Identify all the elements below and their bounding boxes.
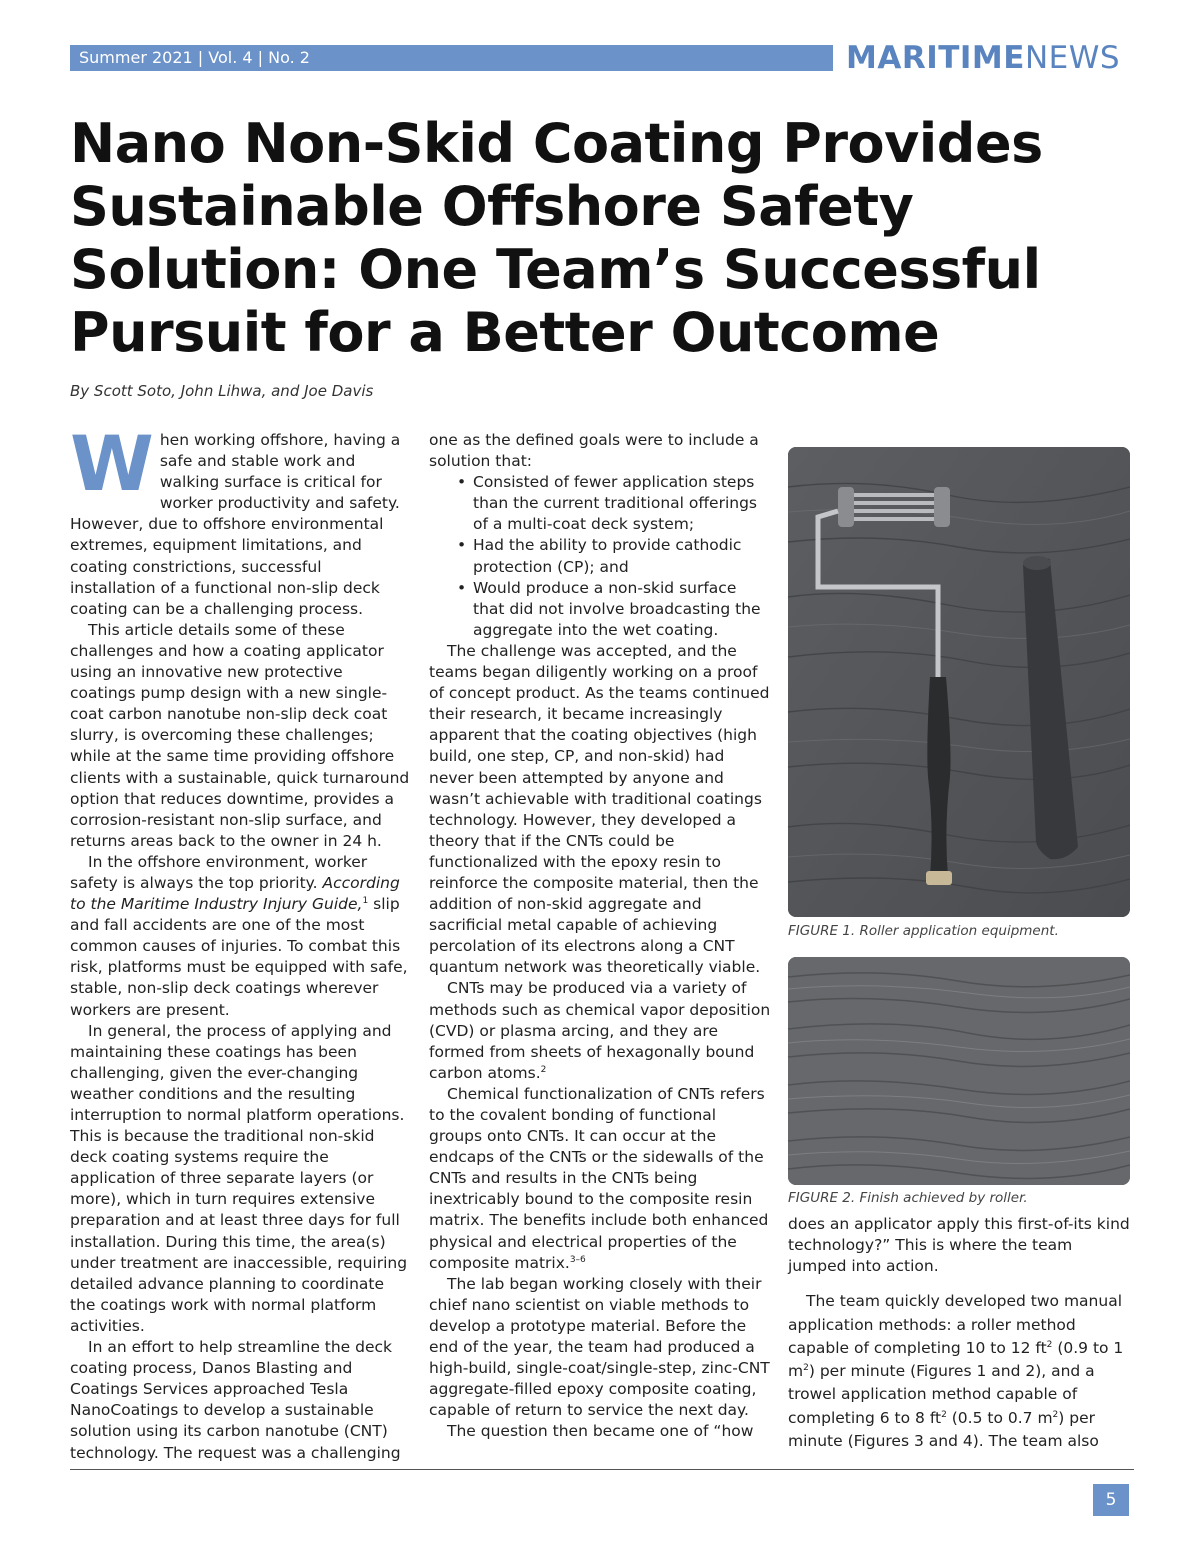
issue-bar <box>70 45 833 71</box>
issue-label: Summer 2021 | Vol. 4 | No. 2 <box>79 48 310 67</box>
footnote-ref: 2 <box>540 1064 547 1075</box>
paragraph <box>70 852 410 1021</box>
list-item: • Had the ability to provide cathodic protection (CP); and <box>453 535 771 577</box>
text: Chemical functionalization of CNTs refers to the covalent bonding of functional groups onto CNTs. It can occur at the endcaps of the CNTs or the sidewalls of the CNTs and results in the CNTs being inextricably bound to the composite resin matrix. The benefits include both enhanced physical and electrical properties of the composite matrix. <box>429 1084 769 1272</box>
figure-2-photo <box>788 957 1130 1185</box>
text: The team quickly developed two manual application methods: a roller method capable of completing 10 to 12 ft <box>788 1292 1122 1357</box>
superscript: 2 <box>941 1409 947 1420</box>
text: slip and fall accidents are one of the most common causes of injuries. To combat this risk, platforms must be equipped with safe, stable, non-slip deck coatings wherever workers are present. <box>70 895 408 1019</box>
masthead-light: NEWS <box>1024 40 1121 76</box>
paragraph: In an effort to help streamline the deck coating process, Danos Blasting and Coatings Services approached Tesla NanoCoatings to develop a sustainable solution using its carbon nanotube (CNT) technology. The request was a challenging <box>70 1338 401 1462</box>
superscript: 2 <box>1046 1339 1053 1350</box>
list-item: • Consisted of fewer application steps than the current traditional offerings of a multi-coat deck system; <box>453 472 771 535</box>
figure-1-photo <box>788 447 1130 917</box>
paragraph: The lab began working closely with their chief nano scientist on viable methods to develop a prototype material. Before the end of the year, the team had produced a high-build, single-coat/single-step, zinc-CNT aggregate-filled epoxy composite coating, capable of return to service the next day. <box>429 1274 770 1420</box>
roller-equipment-image <box>788 447 1130 917</box>
superscript: 2 <box>1052 1409 1059 1420</box>
goals-list <box>453 472 771 641</box>
footnote-ref: 3–6 <box>569 1254 586 1265</box>
list-item: • Would produce a non-skid surface that did not involve broadcasting the aggregate into the wet coating. <box>453 578 771 641</box>
footnote-ref: 1 <box>362 895 369 906</box>
paragraph: does an applicator apply this first-of-its kind technology?” This is where the team jumped into action. <box>788 1215 1130 1276</box>
footer-rule <box>70 1469 1134 1470</box>
text: ) per minute (Figures 1 and 2), and a trowel application method capable of completing 6 to 8 ft <box>788 1362 1095 1427</box>
column-2 <box>429 430 771 1443</box>
text: CNTs may be produced via a variety of methods such as chemical vapor deposition (CVD) or plasma arcing, and they are formed from sheets of hexagonally bound carbon atoms. <box>429 979 771 1082</box>
paragraph <box>429 1084 771 1274</box>
page-number: 5 <box>1093 1484 1129 1516</box>
text: In the offshore environment, worker safety is always the top priority. <box>70 852 368 892</box>
byline: By Scott Soto, John Lihwa, and Joe Davis <box>70 382 374 400</box>
paragraph: one as the defined goals were to include a solution that: <box>429 431 759 471</box>
paragraph <box>70 419 410 620</box>
article-title: Nano Non-Skid Coating Provides Sustainable Offshore Safety Solution: One Team’s Successful Pursuit for a Better Outcome <box>70 112 1043 364</box>
figure-2-caption: FIGURE 2. Finish achieved by roller. <box>788 1190 1028 1206</box>
paragraph: In general, the process of applying and maintaining these coatings has been challenging, given the ever-changing weather conditions and the resulting interruption to normal platform operations. This is because the traditional non-skid deck coating systems require the application of three separate layers (or more), which in turn requires extensive preparation and at least three days for full installation. During this time, the area(s) under treatment are inaccessible, requiring detailed advance planning to coordinate the coatings work with normal platform activities. <box>70 1021 408 1335</box>
masthead-bold: MARITIME <box>846 40 1025 76</box>
drop-cap: W <box>70 419 154 508</box>
paragraph <box>429 978 771 1083</box>
text: ) per minute (Figures 3 and 4). The team also <box>788 1408 1099 1451</box>
column-1 <box>70 419 410 1464</box>
citation-text: According to the Maritime Industry Injury Guide, <box>70 873 400 914</box>
roller-finish-image <box>788 957 1130 1185</box>
text: hen working offshore, having a safe and stable work and walking surface is critical for worker productivity and safety. However, due to offshore environmental extremes, equipment limitations, and coating constrictions, successful installation of a functional non-slip deck coating can be a challenging process. <box>70 431 401 618</box>
superscript: 2 <box>803 1363 809 1374</box>
paragraph: The challenge was accepted, and the teams began diligently working on a proof of concept product. As the teams continued their research, it became increasingly apparent that the coating objectives (high build, one step, CP, and non-skid) had never been attempted by anyone and wasn’t achievable with traditional coatings technology. However, they developed a theory that if the CNTs could be functionalized with the epoxy resin to reinforce the composite material, then the addition of non-skid aggregate and sacrificial metal capable of achieving percolation of its electrons along a CNT quantum network was theoretically viable. <box>429 641 770 977</box>
column-3-text <box>788 1214 1130 1453</box>
text: (0.5 to 0.7 m <box>946 1408 1053 1427</box>
paragraph <box>788 1290 1130 1453</box>
figure-1-caption: FIGURE 1. Roller application equipment. <box>788 923 1059 939</box>
paragraph: This article details some of these challenges and how a coating applicator using an innovative new protective coatings pump design with a new single-coat carbon nanotube non-slip deck coat slurry, is overcoming these challenges; while at the same time providing offshore clients with a sustainable, quick turnaround option that reduces downtime, provides a corrosion-resistant non-slip surface, and returns areas back to the owner in 24 h. <box>70 620 410 850</box>
paragraph: The question then became one of “how <box>447 1422 754 1441</box>
masthead-logo <box>846 40 1120 76</box>
text: (0.9 to 1 m <box>788 1338 1124 1381</box>
